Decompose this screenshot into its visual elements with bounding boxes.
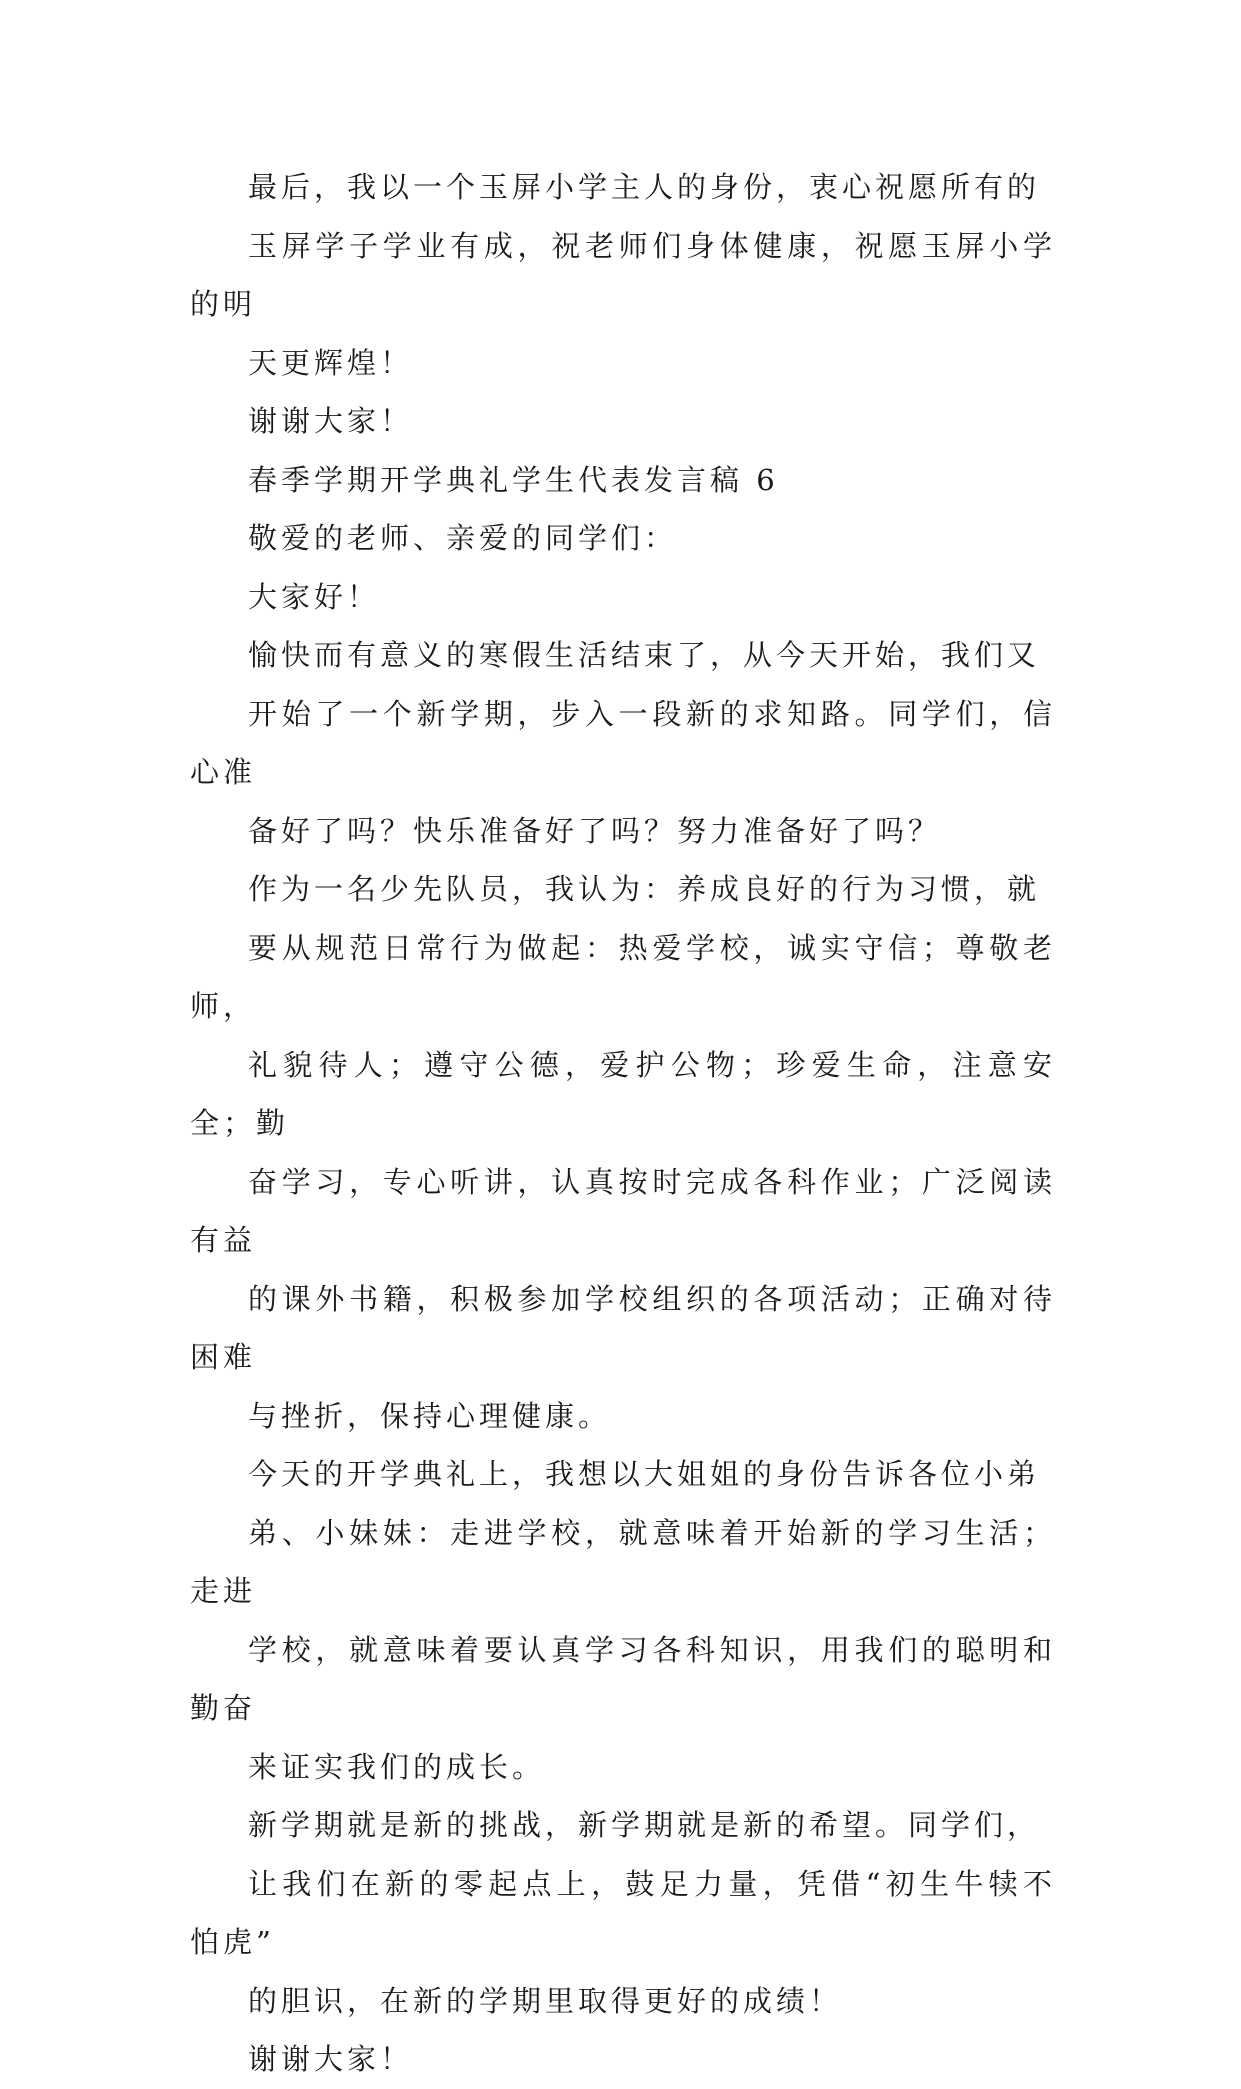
text-line: 谢谢大家！ bbox=[248, 404, 414, 438]
text-line: 弟、小妹妹：走进学校，就意味着开始新的学习生活；走进 bbox=[190, 1515, 1056, 1608]
text-line: 春季学期开学典礼学生代表发言稿 6 bbox=[248, 462, 779, 497]
text-line: 敬爱的老师、亲爱的同学们： bbox=[248, 521, 678, 555]
text-line: 大家好！ bbox=[248, 579, 381, 614]
paragraph-greeting bbox=[190, 568, 1056, 627]
text-line: 要从规范日常行为做起：热爱学校，诚实守信；尊敬老师， bbox=[190, 930, 1056, 1023]
paragraph-salutation bbox=[190, 509, 1056, 568]
text-line: 学校，就意味着要认真学习各科知识，用我们的聪明和勤奋 bbox=[190, 1632, 1056, 1725]
text-line: 今天的开学典礼上，我想以大姐姐的身份告诉各位小弟 bbox=[248, 1457, 1041, 1491]
paragraph-thanks bbox=[190, 392, 1056, 451]
text-line: 新学期就是新的挑战，新学期就是新的希望。同学们， bbox=[248, 1808, 1041, 1842]
paragraph-good-habits bbox=[190, 860, 1056, 1445]
paragraph-new-semester bbox=[190, 626, 1056, 860]
paragraph-new-challenge bbox=[190, 1796, 1056, 2030]
text-line: 礼貌待人；遵守公德，爱护公物；珍爱生命，注意安全；勤 bbox=[190, 1047, 1056, 1140]
paragraph-advice bbox=[190, 1445, 1056, 1796]
paragraph-closing-wishes bbox=[190, 158, 1056, 392]
text-line: 奋学习，专心听讲，认真按时完成各科作业；广泛阅读有益 bbox=[190, 1164, 1056, 1257]
paragraph-thanks-final bbox=[190, 2030, 1056, 2089]
text-line: 与挫折，保持心理健康。 bbox=[248, 1398, 612, 1433]
text-line: 备好了吗？快乐准备好了吗？努力准备好了吗？ bbox=[248, 813, 942, 848]
text-line: 让我们在新的零起点上，鼓足力量，凭借“初生牛犊不怕虎” bbox=[190, 1866, 1056, 1959]
text-line: 天更辉煌！ bbox=[248, 345, 414, 380]
text-line: 玉屏学子学业有成，祝老师们身体健康，祝愿玉屏小学的明 bbox=[190, 228, 1056, 321]
text-line: 开始了一个新学期，步入一段新的求知路。同学们，信心准 bbox=[190, 696, 1056, 789]
document-page bbox=[190, 158, 1056, 2089]
text-line: 最后，我以一个玉屏小学主人的身份，衷心祝愿所有的 bbox=[248, 170, 1041, 204]
text-line: 的胆识，在新的学期里取得更好的成绩！ bbox=[248, 1983, 843, 2018]
text-line: 愉快而有意义的寒假生活结束了，从今天开始，我们又 bbox=[248, 638, 1041, 672]
text-line: 谢谢大家！ bbox=[248, 2042, 414, 2076]
text-line: 来证实我们的成长。 bbox=[248, 1749, 546, 1784]
text-line: 作为一名少先队员，我认为：养成良好的行为习惯，就 bbox=[248, 872, 1041, 906]
speech-heading bbox=[190, 451, 1056, 510]
text-line: 的课外书籍，积极参加学校组织的各项活动；正确对待困难 bbox=[190, 1281, 1056, 1374]
